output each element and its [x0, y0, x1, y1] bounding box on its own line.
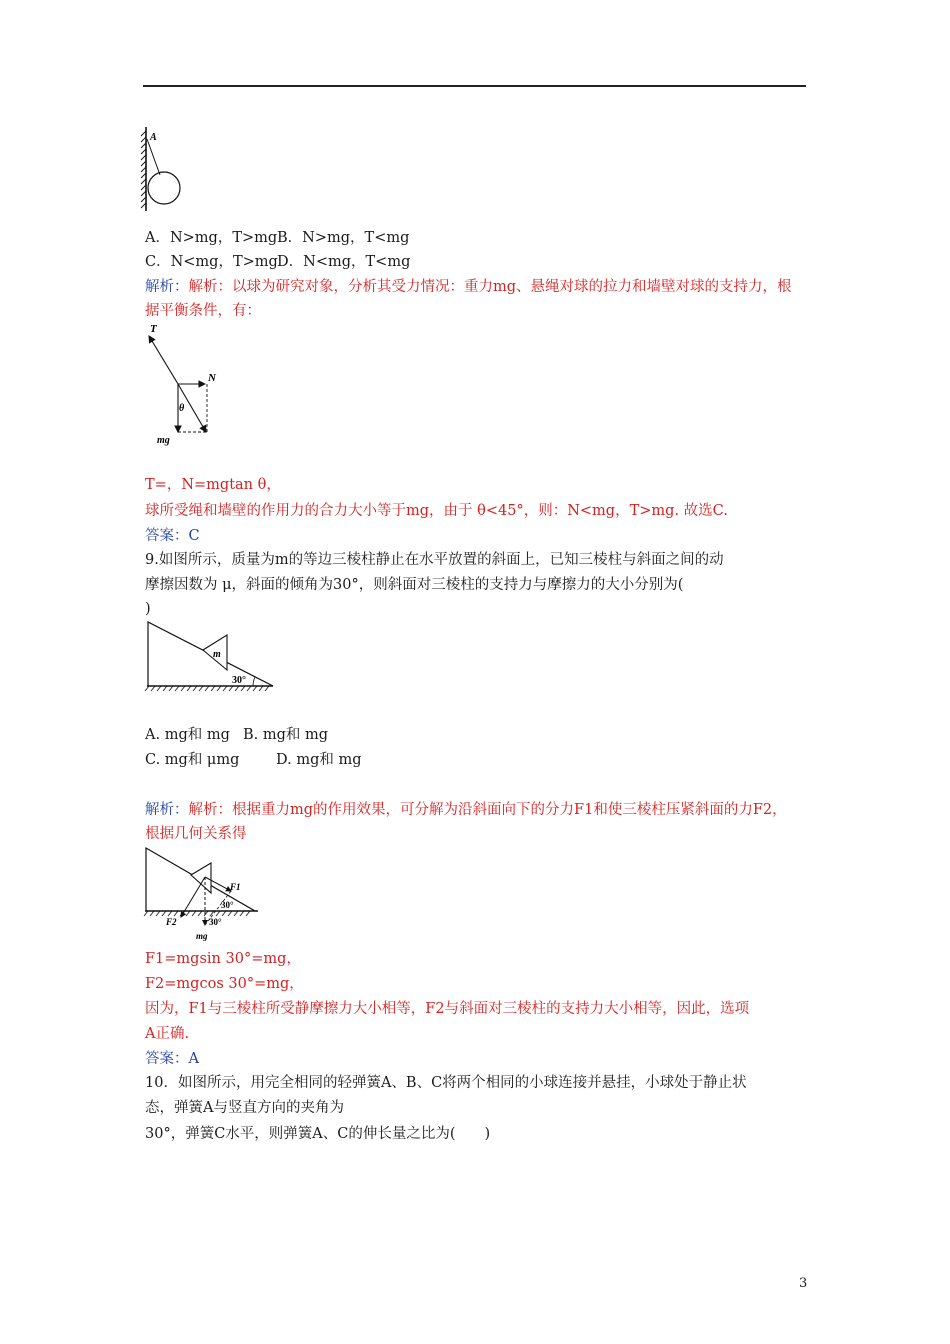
ball	[148, 172, 180, 204]
q8-equation: T=，N=mgtan θ，	[145, 477, 281, 493]
header-rule	[143, 85, 806, 87]
q9-analysis-line1: 解析：解析：根据重力mg的作用效果，可分解为沿斜面向下的分力F1和使三棱柱压紧斜面的力F2，	[145, 802, 787, 818]
q9-stem-line1: 9.如图所示，质量为m的等边三棱柱静止在水平放置的斜面上，已知三棱柱与斜面之间的动	[145, 552, 724, 568]
q9-option-a: A. mg和 mg	[145, 727, 230, 743]
q9-equation-2: F2=mgcos 30°=mg，	[145, 976, 304, 992]
figure-incline	[143, 620, 278, 695]
label-mg: mg	[157, 435, 170, 446]
q9-stem-line2: 摩擦因数为 μ，斜面的倾角为30°，则斜面对三棱柱的支持力与摩擦力的大小分别为(	[145, 577, 684, 593]
q10-stem-line2: 态，弹簧A与竖直方向的夹角为	[145, 1100, 344, 1116]
q8-option-b: B．N>mg，T<mg	[277, 230, 410, 246]
label-angle-bottom: 30°	[209, 917, 222, 927]
label-angle: 30°	[232, 675, 246, 686]
q10-stem-line1: 10．如图所示，用完全相同的轻弹簧A、B、C将两个相同的小球连接并悬挂，小球处于静止状	[145, 1075, 747, 1091]
label-m: m	[213, 649, 221, 660]
q9-equation-1: F1=mgsin 30°=mg，	[145, 951, 301, 967]
q8-option-a: A．N>mg，T>mg	[145, 230, 278, 246]
q8-conclusion: 球所受绳和墙壁的作用力的合力大小等于mg，由于 θ<45°，则：N<mg，T>mg. 故选C.	[145, 503, 728, 519]
ground-hatch-2	[144, 911, 250, 916]
q9-option-b: B. mg和 mg	[243, 727, 329, 743]
q9-option-d: D. mg和 mg	[276, 752, 362, 768]
q8-analysis-line2: 据平衡条件，有：	[145, 303, 261, 319]
label-angle-top: 30°	[221, 900, 234, 910]
q9-conclusion-line1: 因为，F1与三棱柱所受静摩擦力大小相等，F2与斜面对三棱柱的支持力大小相等，因此，选项	[145, 1001, 750, 1017]
prism-2	[191, 863, 211, 893]
angle-arc	[253, 677, 255, 686]
ground-hatch	[145, 686, 269, 691]
rope	[147, 139, 160, 175]
q10-stem-line3: 30°，弹簧C水平，则弹簧A、C的伸长量之比为( )	[145, 1126, 491, 1142]
figure-ball-wall	[138, 125, 198, 215]
q8-option-c: C．N<mg，T>mg	[145, 254, 278, 270]
q9-conclusion-line2: A正确.	[145, 1026, 190, 1042]
page-number: 3	[799, 1276, 808, 1291]
label-a: A	[150, 132, 157, 143]
q8-analysis-line1: 解析：解析：以球为研究对象，分析其受力情况：重力mg、悬绳对球的拉力和墙壁对球的支持力，根	[145, 279, 792, 295]
q8-answer: 答案：C	[145, 528, 200, 544]
figure-decomposition	[143, 845, 263, 945]
q8-option-d: D．N<mg，T<mg	[277, 254, 411, 270]
label-t: T	[150, 323, 157, 335]
q9-analysis-line2: 根据几何关系得	[145, 826, 247, 842]
q9-answer: 答案：A	[145, 1051, 199, 1067]
q9-option-c: C. mg和 μmg	[145, 752, 240, 768]
label-f2: F2	[166, 917, 177, 927]
label-f1: F1	[230, 882, 241, 892]
tension-vector	[149, 336, 178, 384]
label-mg-2: mg	[196, 931, 208, 941]
figure-force-diagram	[145, 322, 235, 447]
label-theta: θ	[179, 403, 185, 414]
q9-stem-line3: )	[145, 601, 151, 617]
label-n: N	[208, 372, 216, 384]
